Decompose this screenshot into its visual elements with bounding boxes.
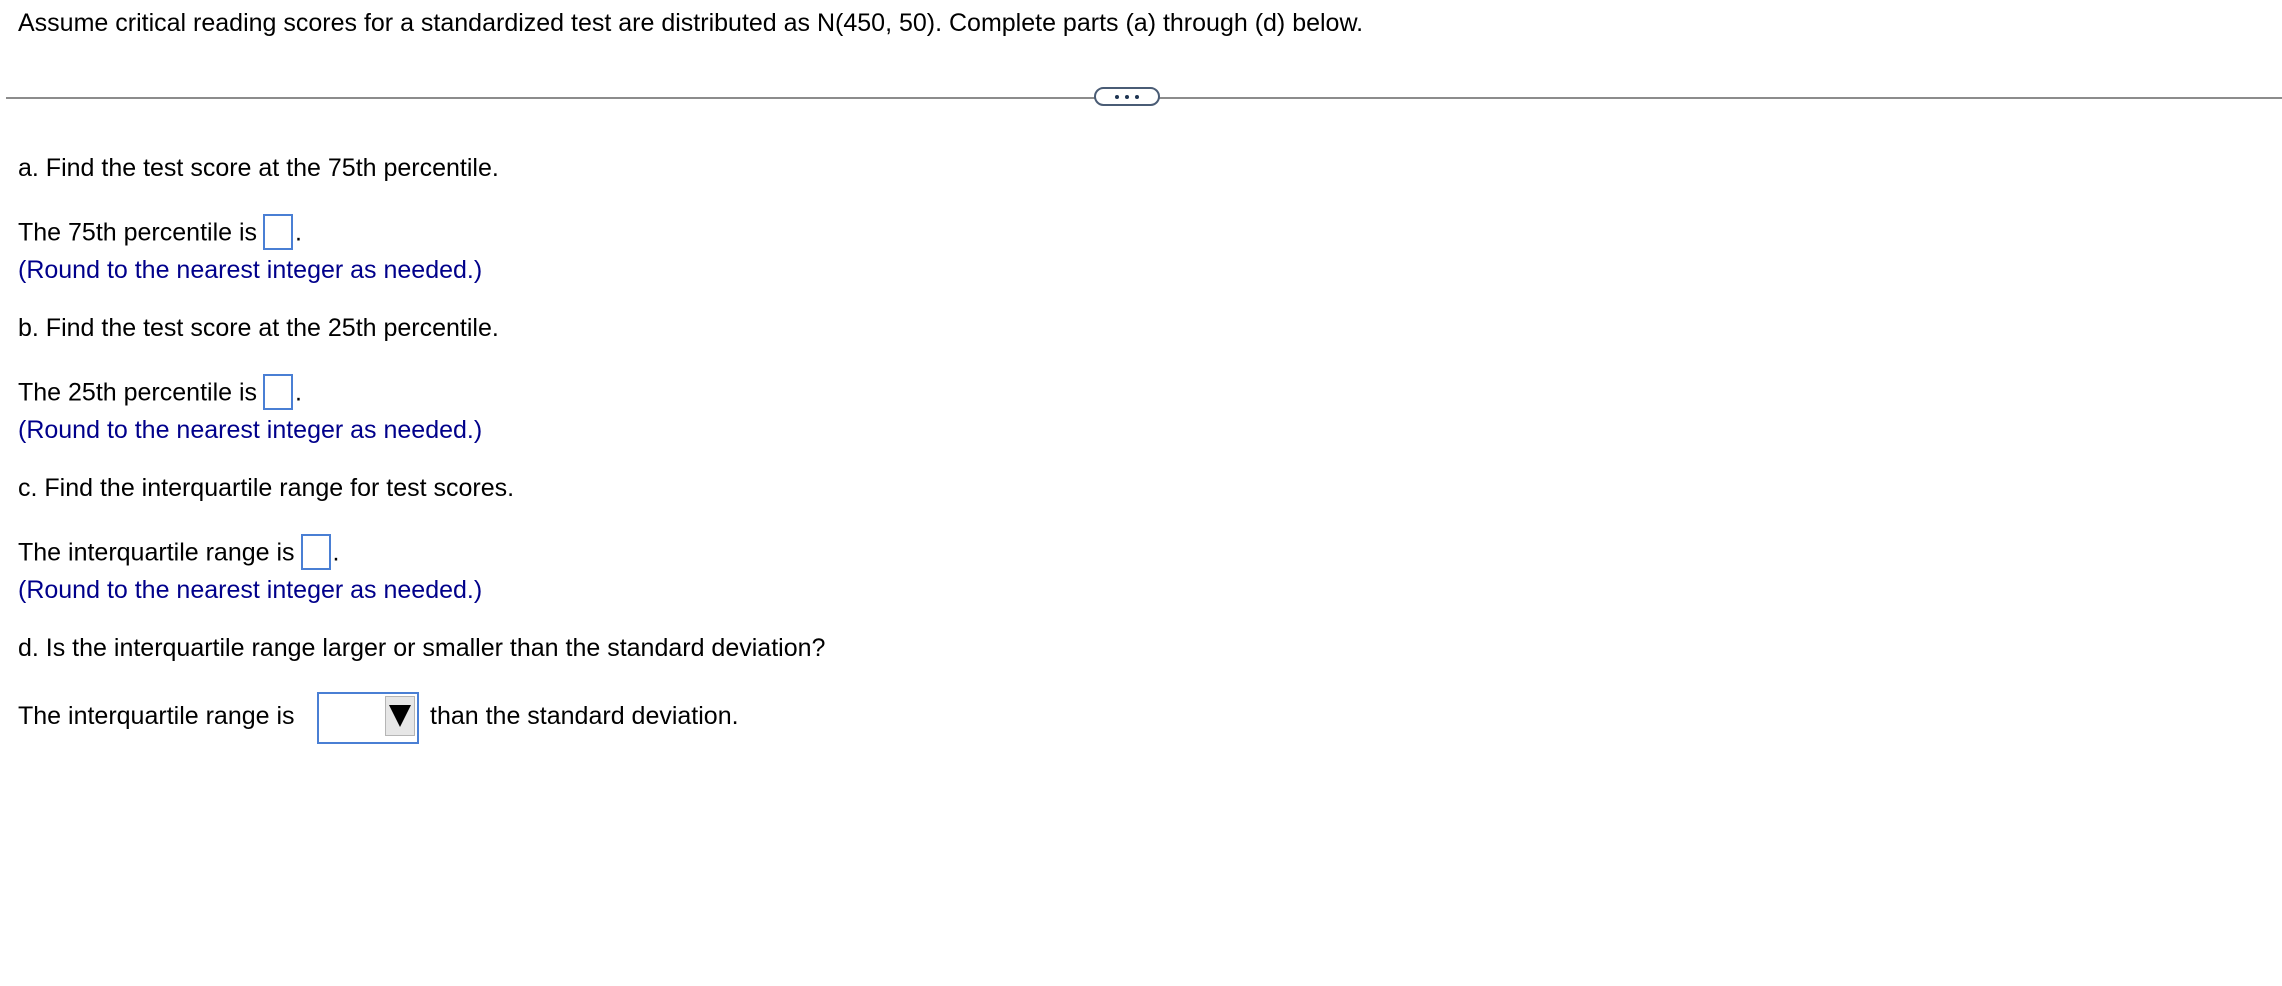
- expand-button[interactable]: [1094, 87, 1160, 106]
- part-b-answer-input[interactable]: [263, 374, 293, 410]
- part-a-answer-suffix: .: [295, 218, 302, 247]
- part-d-prompt: d. Is the interquartile range larger or smaller than the standard deviation?: [18, 634, 826, 662]
- ellipsis-dot: [1125, 95, 1129, 99]
- ellipsis-dot: [1135, 95, 1139, 99]
- triangle-down-icon: [389, 705, 411, 727]
- part-d-answer-prefix: The interquartile range is: [18, 702, 295, 730]
- part-a-prompt: a. Find the test score at the 75th percentile.: [18, 154, 499, 182]
- part-a-hint: (Round to the nearest integer as needed.): [18, 256, 483, 284]
- part-c-hint: (Round to the nearest integer as needed.): [18, 576, 483, 604]
- part-c-answer-input[interactable]: [301, 534, 331, 570]
- ellipsis-icon: [1115, 95, 1119, 99]
- part-a-answer-line: [18, 216, 302, 252]
- part-b-answer-line: [18, 376, 302, 412]
- part-b-prompt: b. Find the test score at the 25th percentile.: [18, 314, 499, 342]
- part-d-answer-suffix: than the standard deviation.: [430, 702, 739, 730]
- part-b-hint: (Round to the nearest integer as needed.): [18, 416, 483, 444]
- part-c-answer-suffix: .: [332, 538, 340, 567]
- part-c-answer-prefix: The interquartile range is: [18, 538, 295, 567]
- dropdown-arrow-button[interactable]: [385, 696, 415, 736]
- part-b-answer-suffix: .: [295, 378, 302, 407]
- part-b-answer-prefix: The 25th percentile is: [18, 378, 258, 407]
- part-a-answer-input[interactable]: [263, 214, 293, 250]
- question-intro: Assume critical reading scores for a standardized test are distributed as N(450, 50). Complete parts (a) through (d) below.: [18, 9, 1364, 37]
- comparison-dropdown[interactable]: [317, 692, 419, 744]
- part-c-prompt: c. Find the interquartile range for test scores.: [18, 474, 515, 502]
- part-c-answer-line: [18, 536, 340, 572]
- part-a-answer-prefix: The 75th percentile is: [18, 218, 258, 247]
